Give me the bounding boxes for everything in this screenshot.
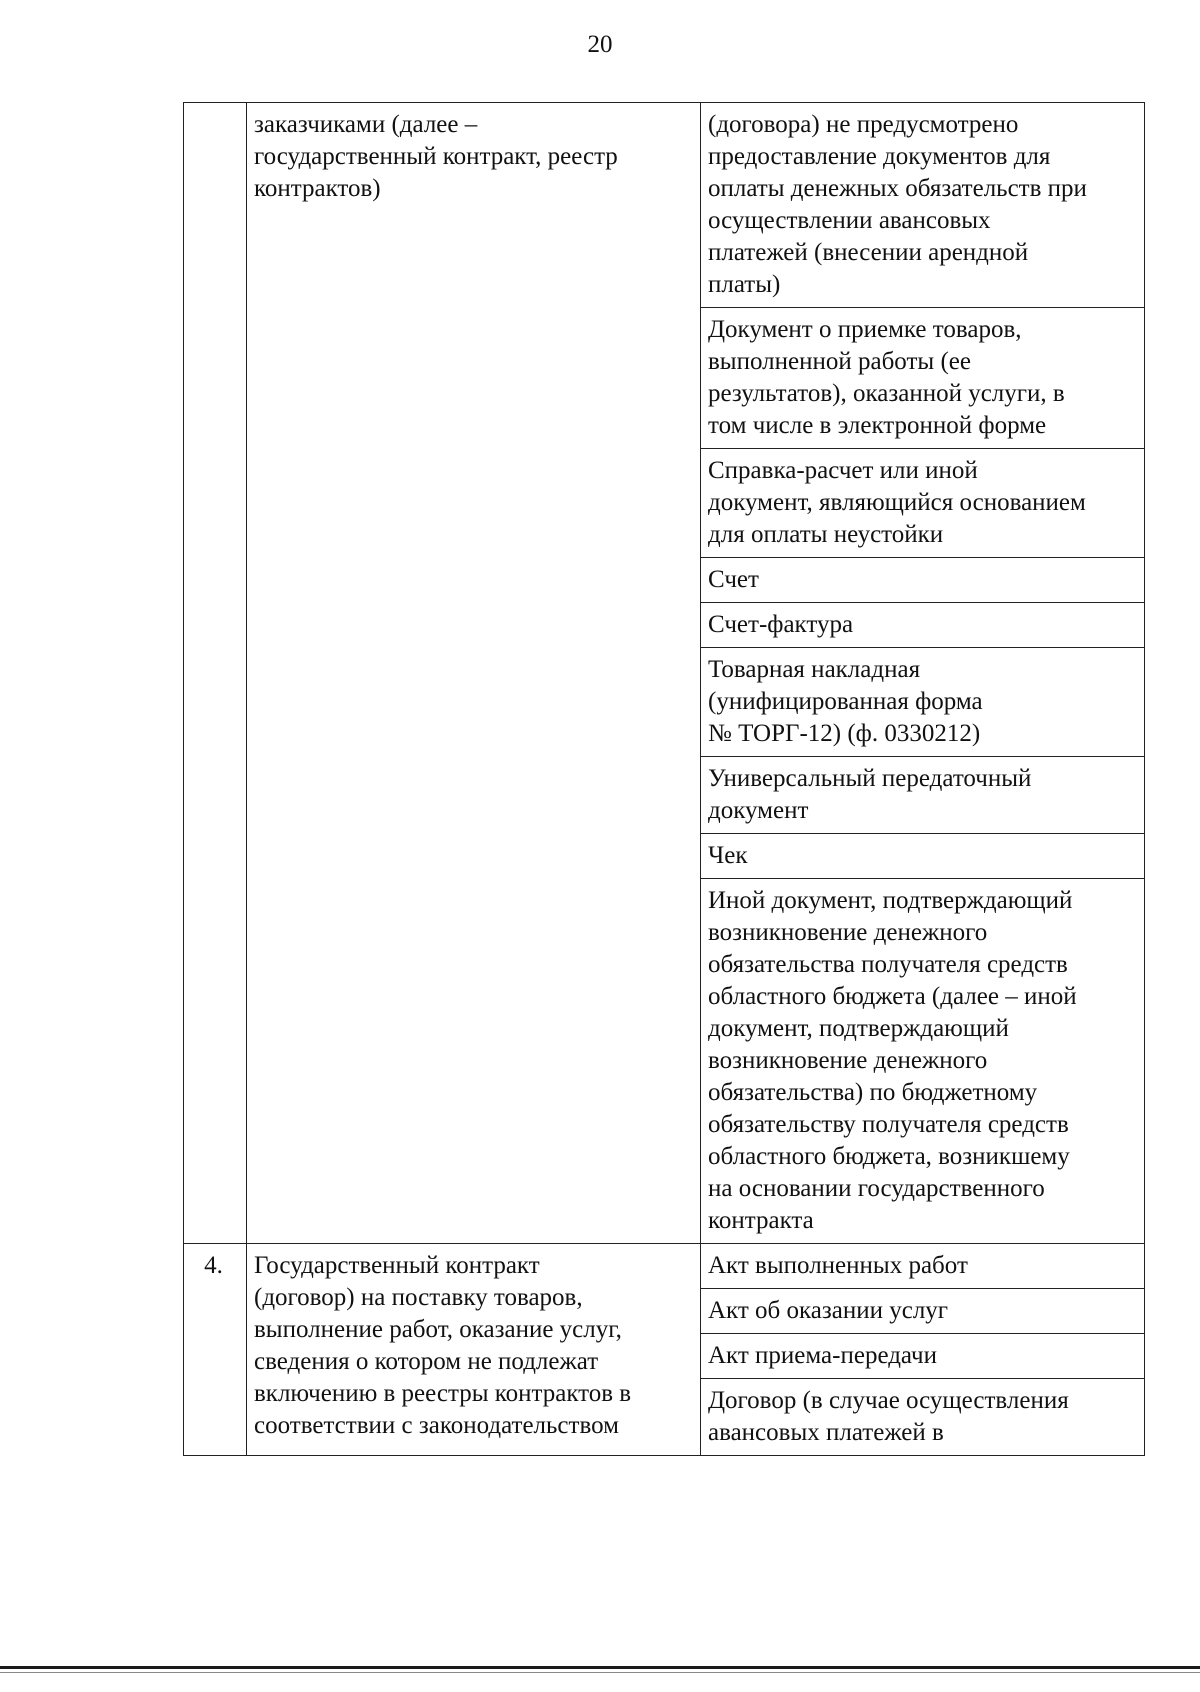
page-number: 20: [587, 31, 613, 58]
document-cell: Акт приема-передачи: [701, 1334, 1145, 1379]
document-cell: Счет: [701, 558, 1145, 603]
document-cell: Документ о приемке товаров, выполненной работы (ее результатов), оказанной услуги, в том числе в электронной форме: [701, 308, 1145, 449]
row-number-cell: [184, 103, 247, 1244]
page-bottom-rule-thin: [0, 1672, 1200, 1673]
contract-type-cell: заказчиками (далее – государственный контракт, реестр контрактов): [247, 103, 701, 1244]
document-cell: Универсальный передаточный документ: [701, 757, 1145, 834]
contract-type-cell: Государственный контракт (договор) на поставку товаров, выполнение работ, оказание услуг, сведения о котором не подлежат включению в реестры контрактов в соответствии с законодательством: [247, 1244, 701, 1456]
documents-table: [183, 102, 1145, 1456]
document-cell: Чек: [701, 834, 1145, 879]
document-cell: Договор (в случае осуществления авансовых платежей в: [701, 1379, 1145, 1456]
document-cell: Акт об оказании услуг: [701, 1289, 1145, 1334]
document-cell: Товарная накладная (унифицированная форма № ТОРГ-12) (ф. 0330212): [701, 648, 1145, 757]
document-cell: Справка-расчет или иной документ, являющийся основанием для оплаты неустойки: [701, 449, 1145, 558]
document-cell: Иной документ, подтверждающий возникновение денежного обязательства получателя средств областного бюджета (далее – иной документ, подтверждающий возникновение денежного обязательства) по бюджетному обязательству получателя средств областного бюджета, возникшему на основании государственного контракта: [701, 879, 1145, 1244]
table-row: [184, 103, 1145, 308]
document-cell: Акт выполненных работ: [701, 1244, 1145, 1289]
document-cell: Счет-фактура: [701, 603, 1145, 648]
table-row: [184, 1244, 1145, 1289]
document-cell: (договора) не предусмотрено предоставление документов для оплаты денежных обязательств при осуществлении авансовых платежей (внесении арендной платы): [701, 103, 1145, 308]
page-bottom-rule: [0, 1666, 1200, 1669]
row-number-cell: 4.: [184, 1244, 247, 1456]
